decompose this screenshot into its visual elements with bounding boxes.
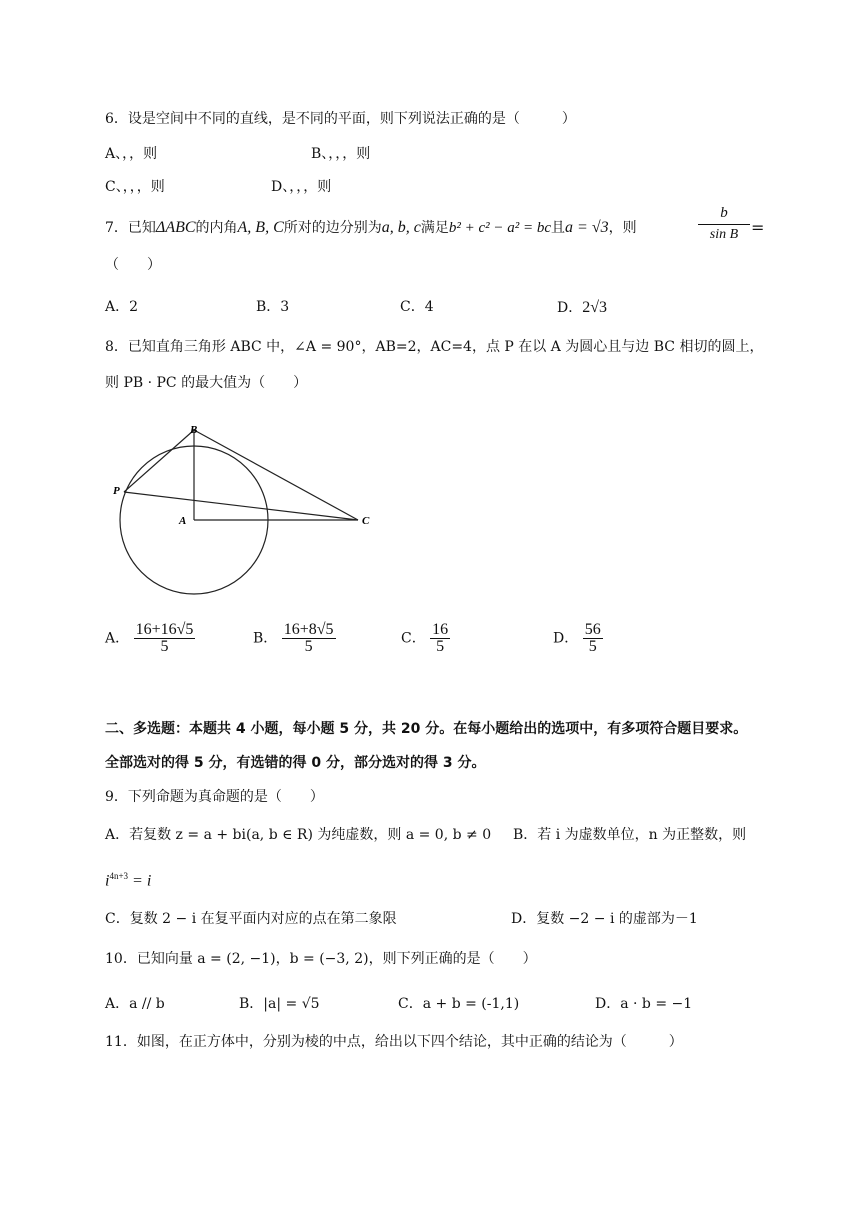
q7-text-5: 且 <box>551 220 566 236</box>
q7-text-1: 7．已知 <box>105 220 156 236</box>
q6-stem: 6．设是空间中不同的直线，是不同的平面，则下列说法正确的是（ ） <box>105 111 576 127</box>
q8-c-num: 16 <box>432 621 449 638</box>
q8-b-den: 5 <box>304 638 313 655</box>
q9-option-b-expr <box>105 872 151 889</box>
q8-d-label: D． <box>553 630 579 647</box>
q10-option-d: D．a · b = −1 <box>595 996 693 1012</box>
q10-option-a: A．a // b <box>105 996 165 1012</box>
q7-frac-den: sin B <box>709 227 739 242</box>
q9-stem: 9．下列命题为真命题的是（ ） <box>105 789 324 805</box>
q8-option-b <box>253 622 336 655</box>
q8-figure-label-c: C <box>362 515 370 527</box>
q7-angles: A, B, C <box>237 219 284 236</box>
q8-a-den: 5 <box>160 638 169 655</box>
q9-option-a: A．若复数 z = a + bi(a, b ∈ R) 为纯虚数，则 a = 0, b ≠ 0 <box>105 827 492 843</box>
q6-option-d: D、，，，则 <box>271 179 332 195</box>
q8-option-a <box>105 622 195 655</box>
q7-stem <box>105 220 637 236</box>
q7-text-4: 满足 <box>420 220 449 236</box>
q7-triangle: ΔABC <box>155 219 196 236</box>
q8-d-den: 5 <box>588 638 597 655</box>
q8-figure-label-p: P <box>113 485 120 497</box>
q8-figure <box>110 420 380 598</box>
q9-b-rest: = i <box>128 872 152 890</box>
q8-b-num: 16+8√5 <box>283 621 334 638</box>
q10-option-c: C．a + b = (-1,1) <box>398 996 520 1012</box>
q6-option-c: C、，，，则 <box>105 179 165 195</box>
q7-text-6: ，则 <box>608 220 637 236</box>
q7-option-c: C．4 <box>400 299 434 315</box>
q8-d-num: 56 <box>584 621 601 638</box>
q7-text-2: 的内角 <box>195 220 238 236</box>
q7-equation: b² + c² − a² = bc <box>448 220 552 236</box>
q7-paren: （ ） <box>105 257 161 273</box>
q8-b-label: B． <box>253 630 278 647</box>
section2-line1: 二、多选题：本题共 4 小题，每小题 5 分，共 20 分。在每小题给出的选项中，有多项符合题目要求。 <box>105 721 748 737</box>
q6-option-b: B、，，，则 <box>311 146 371 162</box>
q9-b-base: i <box>105 872 110 890</box>
q7-text-3: 所对的边分别为 <box>283 220 382 236</box>
q8-option-d <box>553 622 603 655</box>
q7-fraction <box>698 206 750 242</box>
q8-figure-pb <box>124 430 194 492</box>
q7-option-d <box>557 300 607 316</box>
q8-a-num: 16+16√5 <box>135 621 194 638</box>
section2-line2: 全部选对的得 5 分，有选错的得 0 分，部分选对的得 3 分。 <box>105 755 486 771</box>
q7-d-label: D． <box>557 300 583 316</box>
q10-stem: 10．已知向量 a = (2, −1)，b = (−3, 2)，则下列正确的是（ ） <box>105 951 537 967</box>
q9-option-b: B．若 i 为虚数单位，n 为正整数，则 <box>513 827 747 843</box>
q8-c-fraction <box>430 622 450 655</box>
q8-figure-pc <box>124 492 358 520</box>
q8-figure-label-a: A <box>179 515 187 527</box>
q8-figure-bc <box>194 430 358 520</box>
q8-a-fraction <box>134 622 196 655</box>
q8-c-label: C． <box>401 630 426 647</box>
q8-figure-label-b: B <box>190 424 198 436</box>
q7-sides: a, b, c <box>381 219 421 236</box>
q9-option-d: D．复数 −2 − i 的虚部为－1 <box>511 911 698 927</box>
q6-option-a: A、，，则 <box>105 146 158 162</box>
q7-option-b: B．3 <box>256 299 290 315</box>
q7-d-value: 2√3 <box>582 299 608 316</box>
q8-a-label: A． <box>105 630 130 647</box>
q8-option-c <box>401 622 450 655</box>
q8-d-fraction <box>583 622 603 655</box>
q10-option-b: B．|a| = √5 <box>239 996 320 1012</box>
q9-option-c: C．复数 2 − i 在复平面内对应的点在第二象限 <box>105 911 397 927</box>
q11-stem: 11．如图，在正方体中，分别为棱的中点，给出以下四个结论，其中正确的结论为（ ） <box>105 1034 683 1050</box>
q8-stem-line1: 8．已知直角三角形 ABC 中，∠A = 90°，AB=2，AC=4，点 P 在以 A 为圆心且与边 BC 相切的圆上， <box>105 339 764 355</box>
q8-c-den: 5 <box>436 638 445 655</box>
q7-option-a: A．2 <box>105 299 139 315</box>
q7-equals: = <box>751 218 765 237</box>
q7-condition: a = √3 <box>565 219 609 236</box>
q9-b-exp: 4n+3 <box>109 871 129 881</box>
q8-stem-line2: 则 PB · PC 的最大值为（ ） <box>105 375 308 391</box>
q7-frac-num: b <box>698 206 750 225</box>
q8-b-fraction <box>282 622 336 655</box>
